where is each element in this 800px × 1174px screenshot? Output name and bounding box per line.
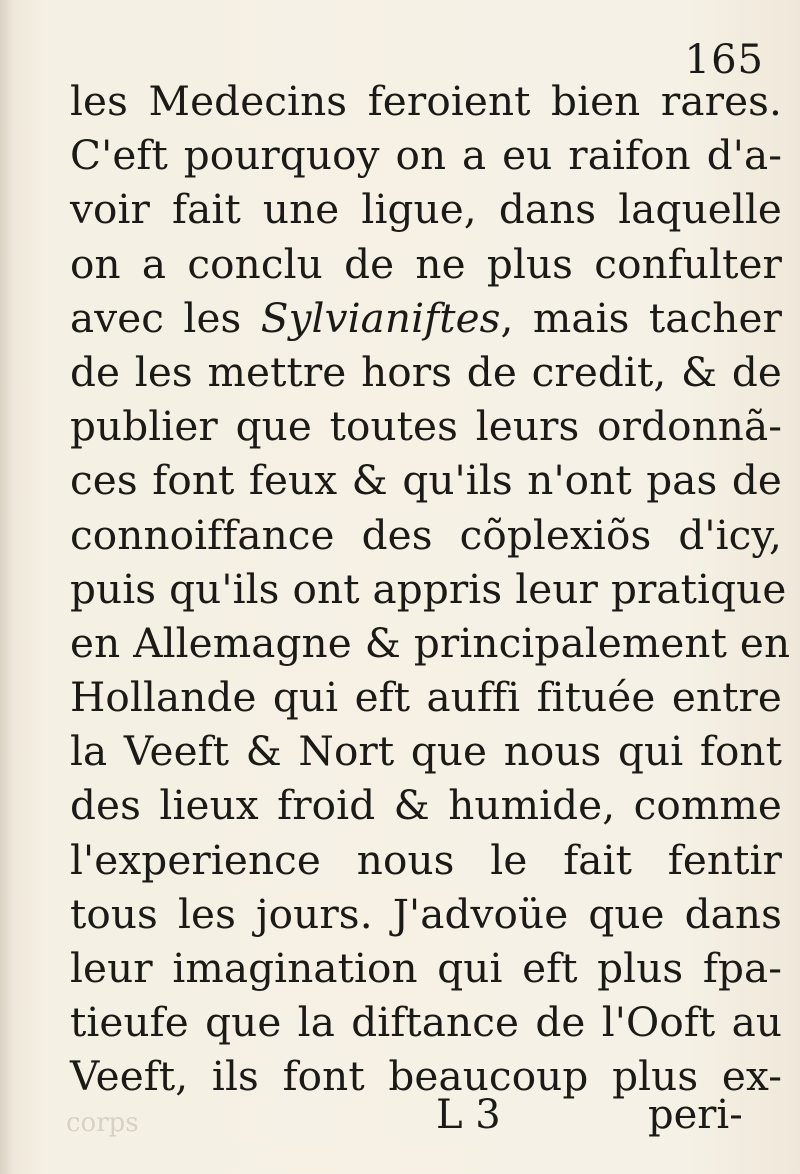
text-line: en Allemagne & principalement en: [70, 618, 791, 667]
text-line: publier que toutes leurs ordonnã-: [70, 402, 782, 451]
text-line: tous les jours. J'advoüe que dans: [70, 889, 782, 938]
italic-term: Sylvianiftes: [260, 293, 501, 342]
text-line: des lieux froid & humide, comme: [70, 781, 782, 830]
page-number: 165: [684, 37, 764, 83]
text-line: leur imagination qui eft plus fpa-: [70, 944, 782, 992]
text-line: Veeft, ils font beaucoup plus ex-: [70, 1052, 782, 1101]
text-line: tieufe que la diftance de l'Ooft au: [70, 998, 782, 1047]
text-line: on a conclu de ne plus confulter: [70, 239, 782, 288]
text-line-with-italic: [70, 291, 782, 345]
text-fragment: , mais tacher: [500, 293, 782, 342]
text-line: Hollande qui eft auffi fituée entre: [70, 673, 782, 722]
text-line: C'eft pourquoy on a eu raifon d'a-: [70, 131, 782, 180]
text-line: les Medecins feroient bien rares.: [70, 77, 782, 125]
text-line: voir fait une ligue, dans laquelle: [70, 185, 782, 234]
text-line: puis qu'ils ont appris leur pratique: [70, 564, 787, 613]
page-footer: [0, 1092, 800, 1145]
catchword: peri-: [648, 1092, 743, 1138]
bleed-through-text: corps: [66, 1108, 139, 1138]
page-text-body: [70, 74, 791, 1104]
text-line: connoiffance des cõplexiõs d'icy,: [70, 510, 782, 559]
text-line: ces font feux & qu'ils n'ont pas de: [70, 456, 782, 505]
text-line: de les mettre hors de credit, & de: [70, 347, 782, 396]
text-line: l'experience nous le fait fentir: [70, 835, 782, 884]
page-gutter-shadow: [0, 0, 14, 1174]
signature-mark: L 3: [436, 1092, 501, 1138]
text-fragment: avec les: [70, 293, 242, 342]
text-line: la Veeft & Nort que nous qui font: [70, 727, 782, 776]
